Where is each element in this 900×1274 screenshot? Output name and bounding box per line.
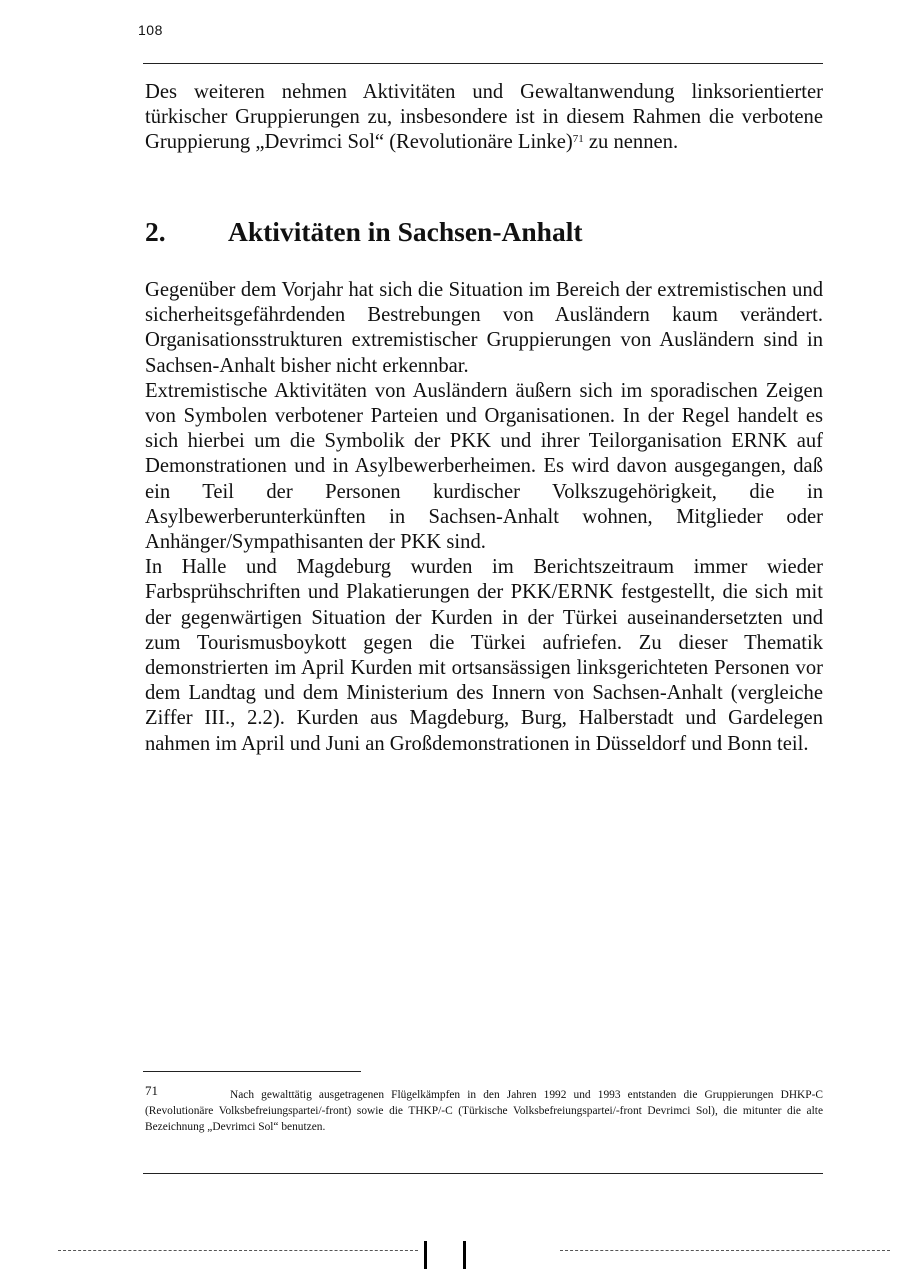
page-number: 108 [138,22,163,38]
footnote-rule [143,1071,361,1072]
paragraph-2: Extremistische Aktivitäten von Ausländern äußern sich im sporadischen Zeigen von Symbolen verbotener Parteien und Organisationen. In der Regel handelt es sich hierbei um die Symbolik der PKK und ihrer Teilorganisation ERNK auf Demonstrationen und in Asylbewerberheimen. Es wird davon ausgegangen, daß ein Teil der Personen kurdischer Volkszugehörigkeit, die in Asylbewerberunterkünften in Sachsen-Anhalt wohnen, Mitglieder oder Anhänger/Sympathisanten der PKK sind. [145,379,823,554]
paragraph-1: Gegenüber dem Vorjahr hat sich die Situation im Bereich der extremistischen und sicherheitsgefährdenden Bestrebungen von Ausländern kaum verändert. Organisationsstrukturen extremistischer Gruppierungen von Ausländern sind in Sachsen-Anhalt bisher nicht erkennbar. [145,279,823,377]
scan-marks [420,1241,480,1269]
intro-tail: zu nennen. [583,131,679,154]
bottom-rule [143,1173,823,1174]
top-rule [143,63,823,64]
paragraph-3: In Halle und Magdeburg wurden im Berichtszeitraum immer wieder Farbsprühschriften und Plakatierungen der PKK/ERNK festgestellt, die sich mit der gegenwärtigen Situation der Kurden in der Türkei auseinandersetzten und zum Tourismusboykott gegen die Türkei aufriefen. Zu dieser Thematik demonstrierten im April Kurden mit ortsansässigen linksgerichteten Personen vor dem Landtag und dem Ministerium des Innern von Sachsen-Anhalt (vergleiche Ziffer III., 2.2). Kurden aus Magdeburg, Burg, Halberstadt und Gardelegen nahmen im April und Juni an Großdemonstrationen in Düsseldorf und Bonn teil. [145,556,823,755]
footnote-reference[interactable]: 71 [572,133,584,146]
footnote-mark: 71 [145,1083,158,1098]
scan-dashes-right [560,1250,890,1251]
scan-mark-right [463,1241,466,1269]
footnote-text: Nach gewalttätig ausgetragenen Flügelkämpfen in den Jahren 1992 und 1993 entstanden die Gruppierungen DHKP-C (Revolutionäre Volksbefreiungspartei/-front) sowie die THKP/-C (Türkische Volksbefreiungspartei/-front Devrimci Sol), die mitunter die alte Bezeichnung „Devrimci Sol“ benutzen. [145,1089,823,1133]
intro-text: Des weiteren nehmen Aktivitäten und Gewaltanwendung linksorientierter türkischer Gruppierungen zu, insbesondere ist in diesem Rahmen die verbotene Gruppierung „Devrimci Sol“ (Revolutionäre Linke) [145,81,823,154]
scan-dashes-left [58,1250,418,1251]
section-body [145,278,823,757]
scan-mark-left [424,1241,427,1269]
footnote [145,1083,823,1135]
section-number: 2. [145,216,166,247]
section-title: Aktivitäten in Sachsen-Anhalt [228,216,583,247]
intro-paragraph [145,80,823,156]
section-heading [145,212,823,252]
